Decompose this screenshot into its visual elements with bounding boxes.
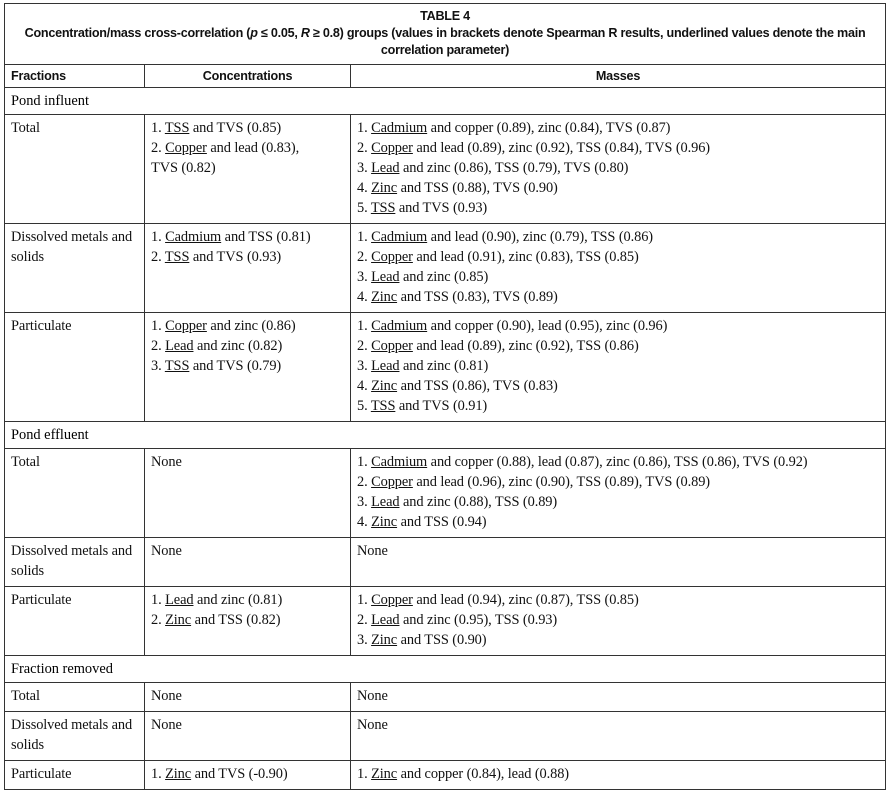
concentrations-cell — [145, 587, 351, 656]
fraction-cell: Particulate — [5, 313, 145, 422]
concentrations-cell — [145, 538, 351, 587]
fraction-cell: Total — [5, 115, 145, 224]
correlation-table — [4, 3, 886, 790]
item-rest: and TSS (0.82) — [191, 612, 281, 628]
item-rest: None — [357, 688, 388, 704]
main-parameter: TSS — [370, 398, 396, 414]
concentrations-cell — [145, 224, 351, 313]
main-parameter: Zinc — [371, 180, 398, 196]
item-num: 1. — [357, 318, 372, 334]
main-parameter: Zinc — [371, 514, 398, 530]
item-num: 1. — [357, 454, 372, 470]
list-item — [151, 356, 344, 376]
concentrations-cell — [145, 683, 351, 712]
item-num: 1. — [151, 318, 166, 334]
item-num: 3. — [357, 160, 372, 176]
item-rest: None — [357, 543, 388, 559]
item-rest: and zinc (0.86), TSS (0.79), TVS (0.80) — [399, 160, 629, 176]
list-item — [357, 472, 879, 492]
masses-cell — [351, 538, 886, 587]
masses-cell — [351, 224, 886, 313]
item-rest: and zinc (0.82) — [193, 338, 283, 354]
item-num: 4. — [357, 514, 372, 530]
fraction-cell: Dissolved metals and solids — [5, 712, 145, 761]
item-rest: and zinc (0.81) — [399, 358, 489, 374]
list-item — [357, 541, 879, 561]
item-num: 1. — [357, 592, 372, 608]
section-title: Pond effluent — [5, 422, 886, 449]
list-item — [357, 492, 879, 512]
item-num: 2. — [151, 249, 165, 265]
main-parameter: Copper — [371, 140, 413, 156]
item-num: 2. — [151, 612, 166, 628]
item-rest: and lead (0.91), zinc (0.83), TSS (0.85) — [412, 249, 639, 265]
list-item — [357, 198, 879, 218]
list-item — [357, 376, 879, 396]
list-item — [151, 138, 344, 158]
main-parameter: Zinc — [371, 289, 398, 305]
caption-text: Concentration/mass cross-correlation ( — [24, 26, 251, 40]
list-item — [357, 138, 879, 158]
fraction-cell: Particulate — [5, 587, 145, 656]
main-parameter: Copper — [371, 474, 413, 490]
item-rest: and TVS (0.93) — [189, 249, 282, 265]
main-parameter: Zinc — [371, 378, 398, 394]
list-item — [357, 336, 879, 356]
section-row — [5, 656, 886, 683]
item-num: 1. — [357, 120, 372, 136]
header-fractions: Fractions — [5, 65, 145, 88]
list-item — [151, 247, 344, 267]
item-rest: and copper (0.89), zinc (0.84), TVS (0.87) — [427, 120, 671, 136]
list-item — [357, 512, 879, 532]
list-item — [357, 118, 879, 138]
item-num: 2. — [357, 140, 372, 156]
caption-text: ≤ 0.05, — [257, 26, 301, 40]
concentrations-cell — [145, 761, 351, 790]
table-container — [4, 3, 886, 790]
main-parameter: Copper — [371, 592, 413, 608]
masses-cell — [351, 761, 886, 790]
list-item — [357, 764, 879, 784]
list-item — [357, 267, 879, 287]
item-rest: and lead (0.89), zinc (0.92), TSS (0.86) — [412, 338, 639, 354]
item-num: 3. — [357, 494, 372, 510]
item-num: 3. — [357, 358, 372, 374]
list-item — [357, 316, 879, 336]
item-rest: None — [151, 454, 182, 470]
table-caption — [9, 25, 881, 59]
list-item — [357, 610, 879, 630]
masses-cell — [351, 683, 886, 712]
main-parameter: TSS — [370, 200, 396, 216]
header-masses: Masses — [351, 65, 886, 88]
item-rest: and TSS (0.88), TVS (0.90) — [397, 180, 558, 196]
item-num: 5. — [357, 398, 371, 414]
list-item — [357, 686, 879, 706]
item-num: 3. — [357, 269, 372, 285]
masses-cell — [351, 712, 886, 761]
main-parameter: Zinc — [371, 766, 398, 782]
item-rest: and zinc (0.81) — [193, 592, 283, 608]
table-row — [5, 224, 886, 313]
list-item — [357, 247, 879, 267]
item-rest: and TVS (0.85) — [189, 120, 282, 136]
list-item — [151, 118, 344, 138]
list-item — [151, 158, 344, 178]
section-title: Pond influent — [5, 88, 886, 115]
fraction-cell: Dissolved metals and solids — [5, 538, 145, 587]
table-row — [5, 538, 886, 587]
item-num: 3. — [151, 358, 165, 374]
masses-cell — [351, 587, 886, 656]
list-item — [151, 764, 344, 784]
concentrations-cell — [145, 115, 351, 224]
main-parameter: Cadmium — [371, 229, 428, 245]
list-item — [151, 590, 344, 610]
header-row — [5, 65, 886, 88]
list-item — [357, 227, 879, 247]
item-rest: None — [151, 717, 182, 733]
item-rest: and TSS (0.86), TVS (0.83) — [397, 378, 558, 394]
concentrations-cell — [145, 712, 351, 761]
item-rest: and lead (0.83), — [206, 140, 300, 156]
item-rest: TVS (0.82) — [151, 160, 216, 176]
main-parameter: Lead — [165, 592, 194, 608]
main-parameter: TSS — [164, 120, 190, 136]
item-rest: and zinc (0.88), TSS (0.89) — [399, 494, 558, 510]
main-parameter: Cadmium — [371, 454, 428, 470]
main-parameter: Copper — [371, 249, 413, 265]
item-num: 2. — [357, 338, 372, 354]
list-item — [151, 541, 344, 561]
main-parameter: Copper — [165, 140, 207, 156]
item-rest: None — [151, 688, 182, 704]
masses-cell — [351, 115, 886, 224]
item-rest: and lead (0.89), zinc (0.92), TSS (0.84), TVS (0.96) — [412, 140, 710, 156]
item-rest: and TSS (0.94) — [397, 514, 487, 530]
item-num: 2. — [357, 249, 372, 265]
main-parameter: TSS — [164, 249, 190, 265]
table-title — [5, 4, 886, 65]
item-rest: and copper (0.84), lead (0.88) — [397, 766, 569, 782]
item-num: 1. — [151, 766, 166, 782]
list-item — [357, 287, 879, 307]
item-rest: and lead (0.90), zinc (0.79), TSS (0.86) — [427, 229, 653, 245]
list-item — [151, 452, 344, 472]
item-num: 2. — [357, 612, 372, 628]
list-item — [357, 590, 879, 610]
item-rest: and lead (0.94), zinc (0.87), TSS (0.85) — [412, 592, 639, 608]
main-parameter: Cadmium — [165, 229, 222, 245]
list-item — [151, 610, 344, 630]
list-item — [151, 336, 344, 356]
list-item — [357, 178, 879, 198]
header-concentrations: Concentrations — [145, 65, 351, 88]
item-num: 1. — [151, 592, 166, 608]
main-parameter: Copper — [165, 318, 207, 334]
list-item — [151, 715, 344, 735]
main-parameter: Lead — [371, 358, 400, 374]
main-parameter: Zinc — [371, 632, 398, 648]
fraction-cell: Total — [5, 449, 145, 538]
table-label: TABLE 4 — [420, 9, 470, 23]
item-num: 2. — [151, 338, 166, 354]
table-row — [5, 313, 886, 422]
table-row — [5, 115, 886, 224]
section-row — [5, 88, 886, 115]
main-parameter: Copper — [371, 338, 413, 354]
item-num: 1. — [357, 229, 372, 245]
main-parameter: Lead — [371, 269, 400, 285]
list-item — [357, 630, 879, 650]
item-rest: and TSS (0.81) — [221, 229, 311, 245]
item-rest: None — [357, 717, 388, 733]
item-rest: and TVS (0.79) — [189, 358, 282, 374]
item-rest: None — [151, 543, 182, 559]
main-parameter: Lead — [371, 160, 400, 176]
item-num: 4. — [357, 378, 372, 394]
main-parameter: Cadmium — [371, 120, 428, 136]
item-num: 1. — [151, 120, 165, 136]
item-num: 5. — [357, 200, 371, 216]
table-row — [5, 449, 886, 538]
section-row — [5, 422, 886, 449]
main-parameter: TSS — [164, 358, 190, 374]
list-item — [151, 227, 344, 247]
list-item — [357, 715, 879, 735]
main-parameter: Zinc — [165, 612, 192, 628]
concentrations-cell — [145, 313, 351, 422]
item-rest: and zinc (0.85) — [399, 269, 489, 285]
item-rest: and TSS (0.90) — [397, 632, 487, 648]
item-rest: and zinc (0.95), TSS (0.93) — [399, 612, 558, 628]
list-item — [357, 356, 879, 376]
item-num: 2. — [357, 474, 372, 490]
item-rest: and TSS (0.83), TVS (0.89) — [397, 289, 558, 305]
list-item — [357, 452, 879, 472]
table-row — [5, 683, 886, 712]
item-num: 1. — [151, 229, 166, 245]
item-rest: and copper (0.88), lead (0.87), zinc (0.86), TSS (0.86), TVS (0.92) — [427, 454, 808, 470]
item-num: 4. — [357, 289, 372, 305]
list-item — [357, 158, 879, 178]
item-rest: and TVS (0.91) — [395, 398, 488, 414]
main-parameter: Zinc — [165, 766, 192, 782]
caption-p: p — [250, 26, 258, 40]
caption-text: ≥ 0.8) groups (values in brackets denote Spearman R results, underlined values denote the main correlation parameter) — [309, 26, 866, 57]
table-row — [5, 712, 886, 761]
list-item — [357, 396, 879, 416]
list-item — [151, 686, 344, 706]
item-rest: and zinc (0.86) — [206, 318, 296, 334]
item-rest: and lead (0.96), zinc (0.90), TSS (0.89), TVS (0.89) — [412, 474, 710, 490]
fraction-cell: Dissolved metals and solids — [5, 224, 145, 313]
item-num: 4. — [357, 180, 372, 196]
item-num: 2. — [151, 140, 166, 156]
item-rest: and copper (0.90), lead (0.95), zinc (0.96) — [427, 318, 668, 334]
list-item — [151, 316, 344, 336]
masses-cell — [351, 449, 886, 538]
concentrations-cell — [145, 449, 351, 538]
fraction-cell: Particulate — [5, 761, 145, 790]
item-num: 3. — [357, 632, 372, 648]
table-row — [5, 587, 886, 656]
main-parameter: Lead — [165, 338, 194, 354]
item-rest: and TVS (-0.90) — [191, 766, 288, 782]
item-num: 1. — [357, 766, 372, 782]
caption-r: R — [300, 26, 310, 40]
section-title: Fraction removed — [5, 656, 886, 683]
table-row — [5, 761, 886, 790]
main-parameter: Lead — [371, 494, 400, 510]
main-parameter: Lead — [371, 612, 400, 628]
main-parameter: Cadmium — [371, 318, 428, 334]
item-rest: and TVS (0.93) — [395, 200, 488, 216]
fraction-cell: Total — [5, 683, 145, 712]
masses-cell — [351, 313, 886, 422]
